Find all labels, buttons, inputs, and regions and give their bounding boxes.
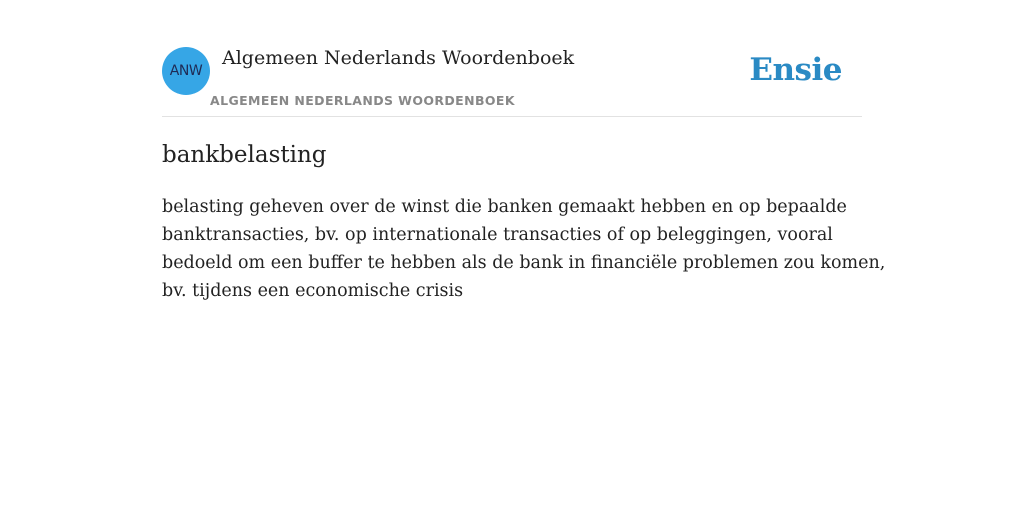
definition bbox=[162, 193, 886, 305]
source-title[interactable]: Algemeen Nederlands Woordenboek bbox=[222, 47, 575, 69]
definition-line: banktransacties, bv. op internationale transacties of op beleggingen, vooral bbox=[162, 225, 833, 245]
definition-line: bedoeld om een buffer te hebben als de bank in financiële problemen zou komen, bbox=[162, 253, 886, 273]
anw-logo-text: ANW bbox=[169, 63, 203, 79]
ensie-brand-logo[interactable]: Ensie bbox=[749, 52, 842, 88]
definition-line: belasting geheven over de winst die banken gemaakt hebben en op bepaalde bbox=[162, 197, 847, 217]
headword: bankbelasting bbox=[162, 142, 327, 168]
entry-header bbox=[162, 0, 862, 117]
page-container bbox=[162, 0, 886, 301]
definition-line: bv. tijdens een economische crisis bbox=[162, 281, 464, 301]
anw-logo[interactable] bbox=[162, 47, 210, 95]
source-subtitle: ALGEMEEN NEDERLANDS WOORDENBOEK bbox=[210, 93, 515, 108]
